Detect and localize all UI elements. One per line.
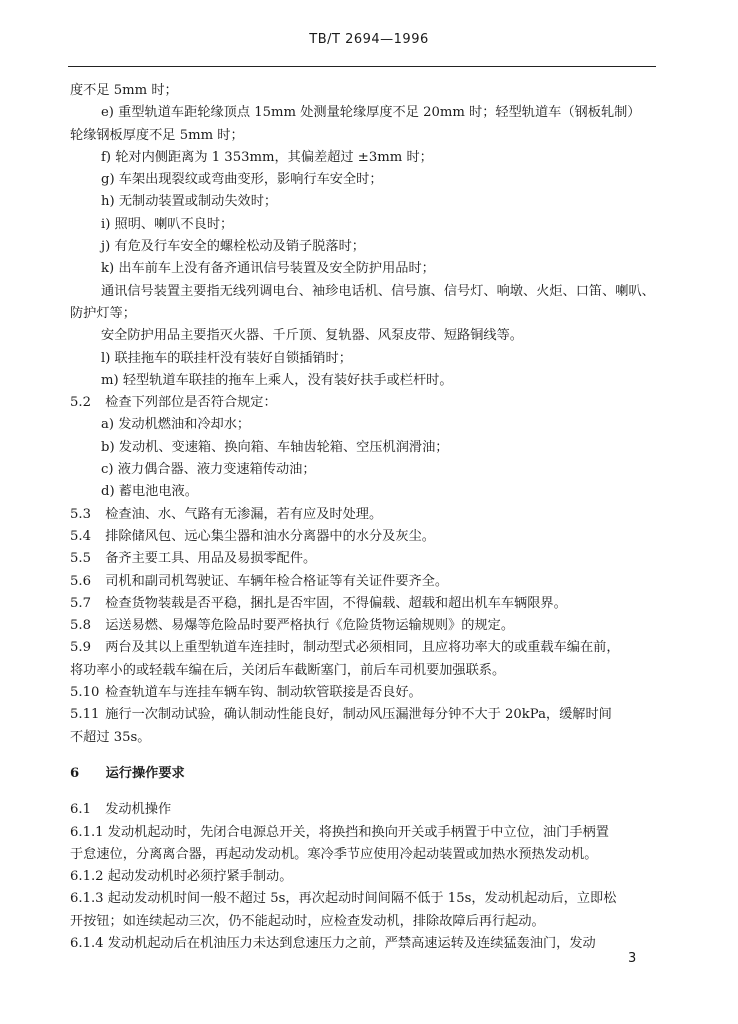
line-text: l) 联挂拖车的联挂杆没有装好自锁插销时；: [101, 350, 352, 366]
line-text: e) 重型轨道车距轮缘顶点 15mm 处测量轮缘厚度不足 20mm 时；轻型轨道车（钢板轧制）: [101, 105, 641, 121]
page-header-standard-code: TB/T 2694—1996: [309, 32, 429, 47]
clause-number: 6: [70, 765, 80, 781]
page-number: 3: [628, 951, 637, 966]
line-text: d) 蓄电池电液。: [101, 484, 198, 500]
line-text: k) 出车前车上没有备齐通讯信号装置及安全防护用品时；: [101, 261, 435, 277]
clause-number: 6.1.4: [70, 935, 104, 951]
text-line: [70, 214, 658, 236]
section-gap: [70, 785, 658, 799]
text-line: [70, 414, 658, 436]
line-text: b) 发动机、变速箱、换向箱、车轴齿轮箱、空压机润滑油；: [101, 439, 449, 455]
text-line: [70, 325, 658, 347]
clause-number: 5.5: [70, 551, 91, 567]
text-line: [70, 281, 658, 303]
line-text: g) 车架出现裂纹或弯曲变形，影响行车安全时；: [101, 172, 383, 188]
clause-number: 5.4: [70, 528, 91, 544]
line-text: 开按钮；如连续起动三次，仍不能起动时，应检查发动机，排除故障后再行起动。: [70, 913, 545, 929]
text-line: [70, 504, 658, 526]
text-line: [70, 459, 658, 481]
clause-number: 5.9: [70, 640, 91, 656]
line-text: a) 发动机燃油和冷却水；: [101, 417, 251, 433]
line-text: 检查货物装载是否平稳，捆扎是否牢固，不得偏载、超载和超出机车车辆限界。: [105, 595, 567, 611]
text-line: [70, 80, 658, 102]
text-line: [70, 348, 658, 370]
line-text: 排除储风包、远心集尘器和油水分离器中的水分及灰尘。: [105, 528, 435, 544]
clause-number: 5.8: [70, 618, 91, 634]
line-text: 检查下列部位是否符合规定：: [105, 395, 277, 411]
text-line: [70, 844, 658, 866]
line-text: 发动机起动时，先闭合电源总开关，将换挡和换向开关或手柄置于中立位，油门手柄置: [107, 824, 609, 840]
line-text: 轮缘钢板厚度不足 5mm 时；: [70, 127, 244, 143]
clause-number: 5.10: [70, 685, 100, 701]
text-line: [70, 593, 658, 615]
text-line: [70, 888, 658, 910]
line-text: 发动机操作: [105, 802, 172, 818]
line-text: m) 轻型轨道车联挂的拖车上乘人，没有装好扶手或栏杆时。: [101, 372, 453, 388]
line-text: 安全防护用品主要指灭火器、千斤顶、复轨器、风泵皮带、短路铜线等。: [101, 328, 523, 344]
line-text: 运送易燃、易爆等危险品时要严格执行《危险货物运输规则》的规定。: [105, 618, 515, 634]
text-line: [70, 303, 658, 325]
line-text: f) 轮对内侧距离为 1 353mm，其偏差超过 ±3mm 时；: [101, 149, 433, 165]
text-line: [70, 102, 658, 124]
line-text: 度不足 5mm 时；: [70, 83, 178, 98]
text-line: [70, 236, 658, 258]
header-divider: [68, 66, 656, 67]
section-gap: [70, 749, 658, 763]
line-text: 起动发动机时必须拧紧手制动。: [107, 869, 293, 885]
line-text: h) 无制动装置或制动失效时；: [101, 194, 278, 210]
text-line: [70, 911, 658, 933]
clause-number: 6.1.3: [70, 891, 104, 907]
clause-number: 5.3: [70, 506, 91, 522]
text-line: [70, 258, 658, 280]
line-text: 检查轨道车与连挂车辆车钩、制动软管联接是否良好。: [105, 685, 422, 701]
text-line: [70, 169, 658, 191]
text-line: [70, 125, 658, 147]
line-text: c) 液力偶合器、液力变速箱传动油；: [101, 462, 316, 478]
clause-number: 5.6: [70, 573, 91, 589]
line-text: 将功率小的或轻载车编在后，关闭后车截断塞门，前后车司机要加强联系。: [70, 662, 506, 678]
text-line: [70, 704, 658, 726]
line-text: 防护灯等；: [70, 305, 136, 321]
clause-number: 6.1: [70, 802, 91, 818]
text-line: [70, 191, 658, 213]
clause-number: 5.2: [70, 395, 91, 411]
line-text: 起动发动机时间一般不超过 5s，再次起动时间间隔不低于 15s，发动机起动后，立即松: [107, 891, 617, 907]
text-line: [70, 866, 658, 888]
line-text: 于怠速位，分离离合器，再起动发动机。寒冷季节应使用冷起动装置或加热水预热发动机。: [70, 846, 598, 862]
text-line: [70, 526, 658, 548]
line-text: 不超过 35s。: [70, 729, 151, 745]
text-line: [70, 682, 658, 704]
text-line: [70, 548, 658, 570]
text-line: [70, 437, 658, 459]
section-heading: [70, 763, 658, 785]
line-text: 备齐主要工具、用品及易损零配件。: [105, 551, 317, 567]
line-text: i) 照明、喇叭不良时；: [101, 216, 234, 232]
text-line: [70, 571, 658, 593]
line-text: j) 有危及行车安全的螺栓松动及销子脱落时；: [101, 239, 365, 255]
line-text: 发动机起动后在机油压力未达到怠速压力之前，严禁高速运转及连续猛轰油门，发动: [107, 935, 596, 951]
line-text: 施行一次制动试验，确认制动性能良好，制动风压漏泄每分钟不大于 20kPa，缓解时间: [105, 707, 612, 723]
line-text: 运行操作要求: [105, 765, 185, 781]
text-line: [70, 147, 658, 169]
line-text: 司机和副司机驾驶证、车辆年检合格证等有关证件要齐全。: [105, 573, 449, 589]
line-text: 检查油、水、气路有无渗漏，若有应及时处理。: [105, 506, 383, 522]
text-line: [70, 637, 658, 659]
text-line: [70, 615, 658, 637]
clause-number: 5.7: [70, 595, 91, 611]
clause-number: 6.1.1: [70, 824, 104, 840]
text-line: [70, 370, 658, 392]
text-line: [70, 799, 658, 821]
document-body: [70, 80, 658, 955]
clause-number: 6.1.2: [70, 869, 104, 885]
text-line: [70, 660, 658, 682]
text-line: [70, 481, 658, 503]
text-line: [70, 727, 658, 749]
text-line: [70, 392, 658, 414]
line-text: 通讯信号装置主要指无线列调电台、袖珍电话机、信号旗、信号灯、响墩、火炬、口笛、喇叭、: [101, 283, 655, 299]
text-line: [70, 822, 658, 844]
clause-number: 5.11: [70, 707, 100, 723]
text-line: [70, 933, 658, 955]
line-text: 两台及其以上重型轨道车连挂时，制动型式必须相同，且应将功率大的或重载车编在前，: [105, 640, 620, 656]
